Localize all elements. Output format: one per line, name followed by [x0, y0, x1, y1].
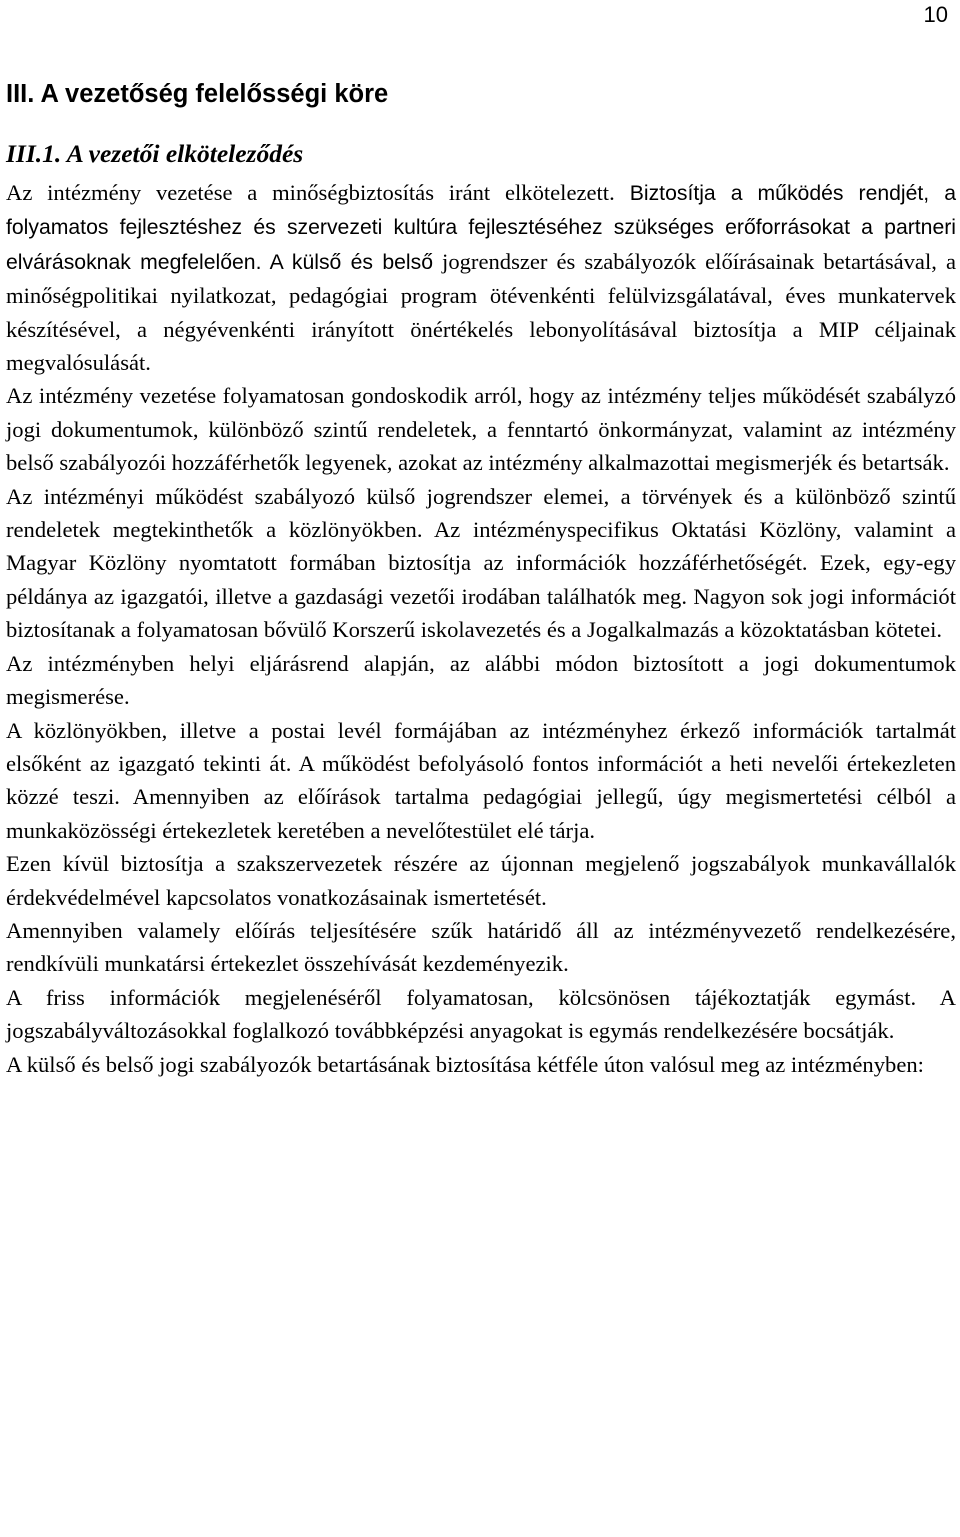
paragraph-legal-documents: Az intézmény vezetése folyamatosan gondoskodik arról, hogy az intézmény teljes működését szabályzó jogi dokumentumok, különböző szintű rendeletek, a fenntartó önkormányzat, valamint az intézmény belső szabályozói hozzáférhetők legyenek, azokat az intézmény alkalmazottai megismerjék és betartsák.: [6, 383, 956, 476]
paragraph-commitment-tail: jogrendszer és szabályozók előírásainak betartásával, a minőségpolitikai nyilatkozat, pedagógiai program ötévenkénti felülvizsgálatával, éves munkatervek készítésével, a négyévenkénti irányított önértékelés lebonyolításával biztosítja a MIP céljainak megvalósulását.: [6, 248, 956, 376]
paragraph-external-legal-system: Az intézményi működést szabályozó külső jogrendszer elemei, a törvények és a különböző szintű rendeletek megtekinthetők a közlönyökben. Az intézményspecifikus Oktatási Közlöny, valamint a Magyar Közlöny nyomtatott formában biztosítja az információk hozzáférhetőségét. Ezek, egy-egy példánya az igazgatói, illetve a gazdasági vezetői irodában találhatók meg. Nagyon sok jogi információt biztosítanak a folyamatosan bővülő Korszerű iskolavezetés és a Jogalkalmazás a közoktatásban kötetei.: [6, 483, 956, 643]
paragraph-unions: Ezen kívül biztosítja a szakszervezetek részére az újonnan megjelenő jogszabályok munkavállalók érdekvédelmével kapcsolatos vonatkozásainak ismertetését.: [6, 851, 956, 910]
paragraph-commitment-sans: Biztosítja a működés rendjét, a folyamatos fejlesztéshez és szervezeti kultúra fejlesztéséhez szükséges erőforrásokat a partneri elvárásoknak megfelelően. A külső és belső: [6, 182, 956, 274]
paragraph-two-ways: A külső és belső jogi szabályozók betartásának biztosítása kétféle úton valósul meg az intézményben:: [6, 1051, 924, 1077]
paragraph-gazettes: A közlönyökben, illetve a postai levél formájában az intézményhez érkező információk tartalmát elsőként az igazgató tekinti át. A működést befolyásoló fontos információt a heti nevelői értekezleten közzé teszi. Amennyiben az előírások tartalma pedagógiai jellegű, úgy megismertetési célból a munkaközösségi értekezletek keretében a nevelőtestület elé tárja.: [6, 717, 956, 843]
document-body: [6, 72, 956, 1081]
paragraph-commitment: [6, 176, 956, 379]
paragraph-local-procedure: Az intézményben helyi eljárásrend alapján, az alábbi módon biztosított a jogi dokumentumok megismerése.: [6, 650, 956, 710]
subsection-title: III.1. A vezetői elköteleződés: [6, 139, 304, 168]
paragraph-information-sharing: A friss információk megjelenéséről folyamatosan, kölcsönösen tájékoztatják egymást. A jogszabályváltozásokkal foglalkozó továbbképzési anyagokat is egymás rendelkezésére bocsátják.: [6, 984, 956, 1044]
page-number: 10: [923, 2, 948, 27]
section-title: III. A vezetőség felelősségi köre: [6, 80, 389, 108]
paragraph-commitment-lead: Az intézmény vezetése a minőségbiztosítás iránt elkötelezett.: [6, 180, 615, 205]
paragraph-deadline: Amennyiben valamely előírás teljesítésére szűk határidő áll az intézményvezető rendelkezésére, rendkívüli munkatársi értekezlet összehívását kezdeményezik.: [6, 917, 956, 977]
